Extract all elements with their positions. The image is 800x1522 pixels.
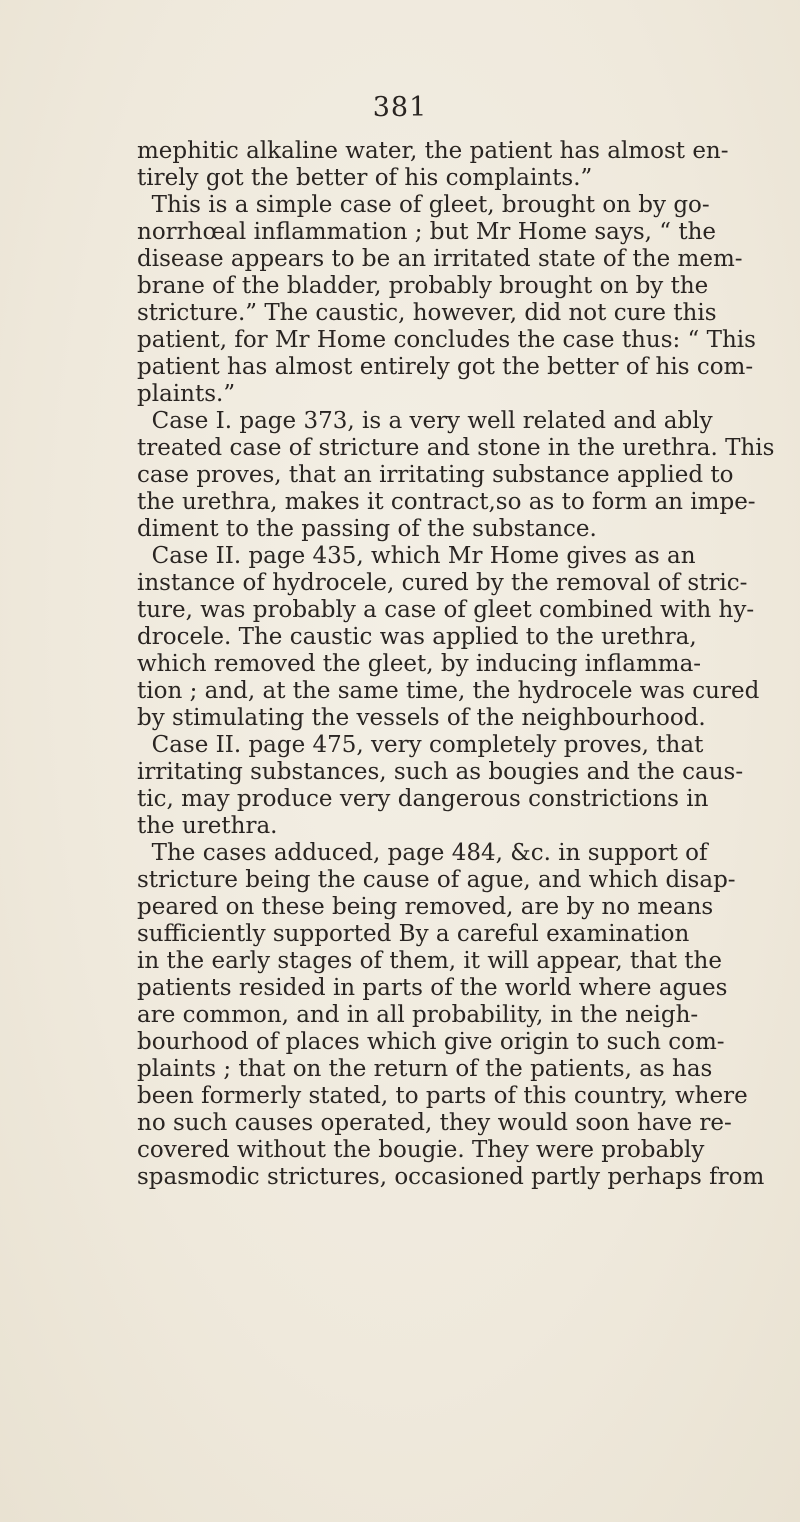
- text-line: plaints ; that on the return of the patients, as has: [137, 1056, 713, 1082]
- text-line: brane of the bladder, probably brought on by the: [137, 273, 709, 299]
- text-line: case proves, that an irritating substance applied to: [137, 462, 734, 488]
- text-line: tirely got the better of his complaints.”: [137, 165, 593, 191]
- text-line: stricture.” The caustic, however, did not cure this: [137, 300, 717, 326]
- text-line: bourhood of places which give origin to such com-: [137, 1029, 725, 1055]
- text-line: patient, for Mr Home concludes the case thus: “ This: [137, 327, 756, 353]
- text-line: drocele. The caustic was applied to the urethra,: [137, 624, 697, 650]
- text-line: covered without the bougie. They were probably: [137, 1137, 705, 1163]
- text-line: patient has almost entirely got the better of his com-: [137, 354, 754, 380]
- text-line: in the early stages of them, it will appear, that the: [137, 948, 722, 974]
- text-line: Case II. page 475, very completely proves, that: [137, 732, 704, 758]
- text-line: been formerly stated, to parts of this country, where: [137, 1083, 748, 1109]
- body-text: [137, 138, 777, 1191]
- text-line: instance of hydrocele, cured by the removal of stric-: [137, 570, 748, 596]
- text-line: stricture being the cause of ague, and which disap-: [137, 867, 736, 893]
- text-line: which removed the gleet, by inducing inflamma-: [137, 651, 702, 677]
- text-line: patients resided in parts of the world where agues: [137, 975, 728, 1001]
- text-line: no such causes operated, they would soon have re-: [137, 1110, 732, 1136]
- text-line: are common, and in all probability, in the neigh-: [137, 1002, 699, 1028]
- text-line: The cases adduced, page 484, &c. in support of: [137, 840, 708, 866]
- text-line: by stimulating the vessels of the neighbourhood.: [137, 705, 706, 731]
- text-line: treated case of stricture and stone in the urethra. This: [137, 435, 775, 461]
- text-line: diment to the passing of the substance.: [137, 516, 597, 542]
- text-line: sufficiently supported By a careful examination: [137, 921, 690, 947]
- page-number: 381: [372, 92, 428, 123]
- text-line: irritating substances, such as bougies and the caus-: [137, 759, 744, 785]
- text-line: Case II. page 435, which Mr Home gives as an: [137, 543, 696, 569]
- text-line: the urethra.: [137, 813, 278, 839]
- text-line: This is a simple case of gleet, brought on by go-: [137, 192, 710, 218]
- text-line: Case I. page 373, is a very well related and ably: [137, 408, 713, 434]
- text-line: ture, was probably a case of gleet combined with hy-: [137, 597, 755, 623]
- text-line: tion ; and, at the same time, the hydrocele was cured: [137, 678, 760, 704]
- text-line: tic, may produce very dangerous constrictions in: [137, 786, 709, 812]
- text-line: disease appears to be an irritated state of the mem-: [137, 246, 743, 272]
- text-line: plaints.”: [137, 381, 236, 407]
- text-line: norrhœal inflammation ; but Mr Home says, “ the: [137, 219, 717, 245]
- text-line: the urethra, makes it contract,so as to form an impe-: [137, 489, 756, 515]
- text-line: peared on these being removed, are by no means: [137, 894, 714, 920]
- text-line: spasmodic strictures, occasioned partly perhaps from: [137, 1164, 765, 1190]
- text-line: mephitic alkaline water, the patient has almost en-: [137, 138, 729, 164]
